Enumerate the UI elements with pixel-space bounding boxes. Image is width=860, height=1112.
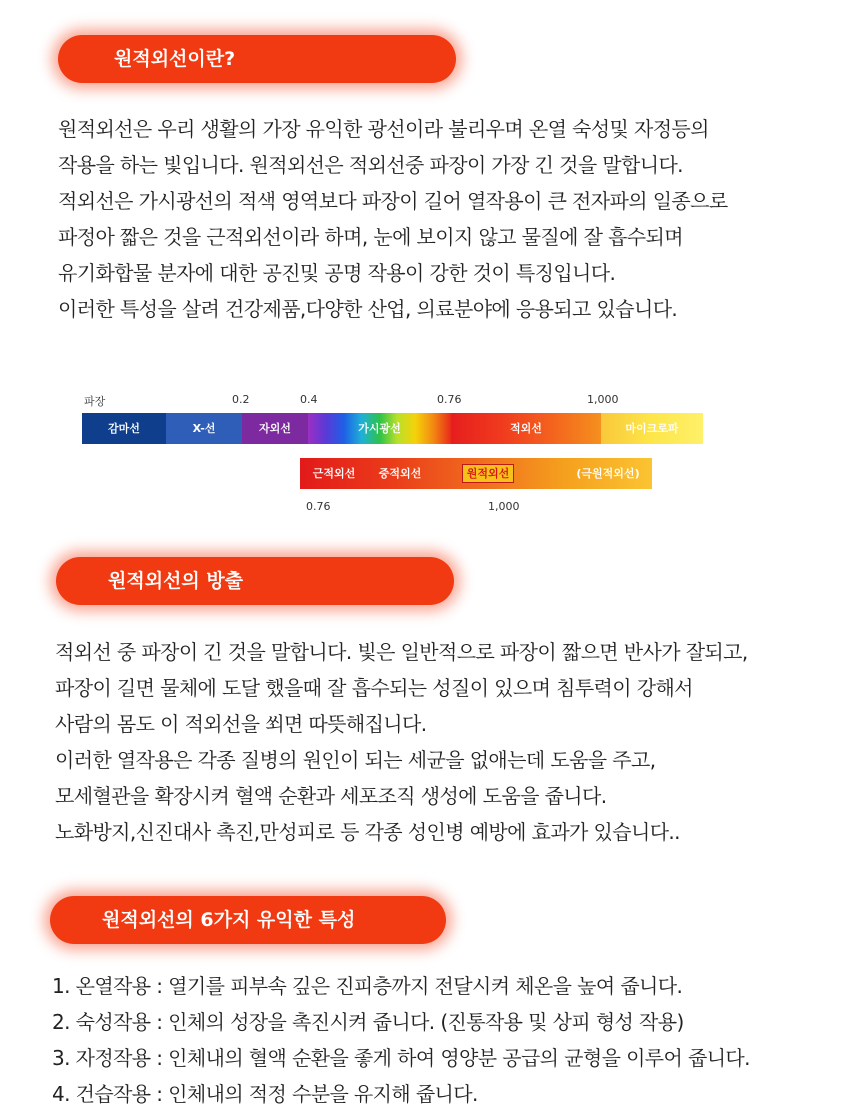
tick-label: 0.2 [232,393,250,406]
band-gamma: 감마선 [82,413,166,444]
section-heading-what-is [58,35,456,83]
section-heading-emission [56,557,454,605]
section-heading-text: 원적외선이란? [114,48,236,70]
text-line: 모세혈관을 확장시켜 혈액 순환과 세포조직 생성에 도움을 줍니다. [55,784,607,808]
band-xray: X-선 [166,413,242,444]
tick-label: 1,000 [587,393,619,406]
list-item: 2. 숙성작용 : 인체의 성장을 촉진시켜 줍니다. (진통작용 및 상피 형성 작용) [52,1010,684,1034]
ir-mid: 중적외선 [378,467,422,480]
text-line: 유기화합물 분자에 대한 공진및 공명 작용이 강한 것이 특징입니다. [58,261,616,285]
section-heading-six-properties [50,896,446,944]
section-heading-text: 원적외선의 방출 [108,570,244,592]
band-uv: 자외선 [242,413,308,444]
list-item: 3. 자정작용 : 인체내의 혈액 순환을 좋게 하여 영양분 공급의 균형을 이루어 줍니다. [52,1046,750,1070]
text-line: 적외선은 가시광선의 적색 영역보다 파장이 길어 열작용이 큰 전자파의 일종으로 [58,189,728,213]
properties-list [52,968,750,1112]
band-visible: 가시광선 [308,413,451,444]
section-heading-text: 원적외선의 6가지 유익한 특성 [102,909,356,931]
text-line: 적외선 중 파장이 긴 것을 말합니다. 빛은 일반적으로 파장이 짧으면 반사가 잘되고, [55,640,748,664]
tick-label: 0.4 [300,393,318,406]
band-infrared: 적외선 [451,413,601,444]
ir-extreme-far: (극원적외선) [576,467,640,480]
ir-far: 원적외선 [462,464,514,483]
tick-label: 0.76 [306,500,331,513]
section-paragraph-emission [55,634,748,850]
list-item: 4. 건습작용 : 인체내의 적정 수분을 유지해 줍니다. [52,1082,478,1106]
band-microwave: 마이크로파 [601,413,703,444]
ir-near: 근적외선 [312,467,356,480]
text-line: 파정아 짧은 것을 근적외선이라 하며, 눈에 보이지 않고 물질에 잘 흡수되며 [58,225,683,249]
list-item: 1. 온열작용 : 열기를 피부속 깊은 진피층까지 전달시켜 체온을 높여 줍니다. [52,974,683,998]
text-line: 파장이 길면 물체에 도달 했을때 잘 흡수되는 성질이 있으며 침투력이 강해서 [55,676,693,700]
text-line: 작용을 하는 빛입니다. 원적외선은 적외선중 파장이 가장 긴 것을 말합니다. [58,153,683,177]
text-line: 이러한 특성을 살려 건강제품,다양한 산업, 의료분야에 응용되고 있습니다. [58,297,678,321]
text-line: 원적외선은 우리 생활의 가장 유익한 광선이라 불리우며 온열 숙성및 자정등의 [58,117,709,141]
wavelength-label: 파장 [84,395,106,408]
text-line: 사람의 몸도 이 적외선을 쐬면 따뜻해집니다. [55,712,427,736]
section-paragraph-intro [58,111,728,327]
tick-label: 1,000 [488,500,520,513]
text-line: 노화방지,신진대사 촉진,만성피로 등 각종 성인병 예방에 효과가 있습니다.. [55,820,680,844]
text-line: 이러한 열작용은 각종 질병의 원인이 되는 세균을 없애는데 도움을 주고, [55,748,656,772]
tick-label: 0.76 [437,393,462,406]
